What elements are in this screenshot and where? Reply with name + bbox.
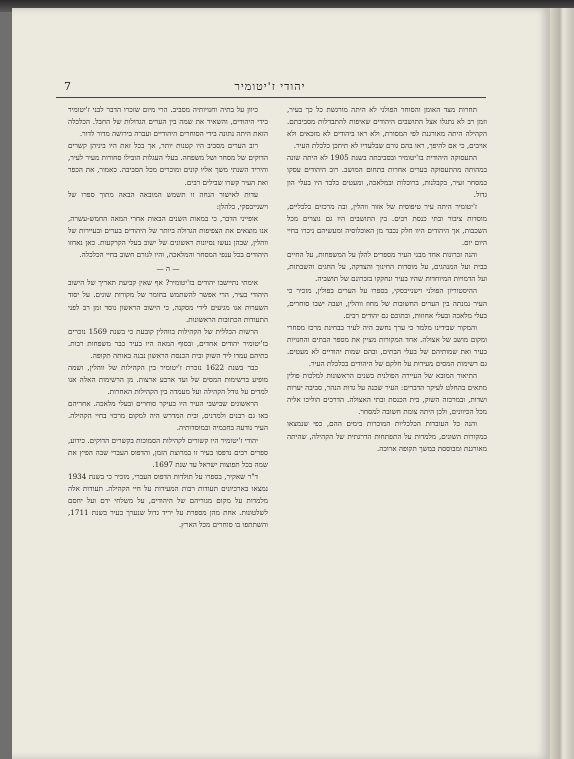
paragraph: התעסוקה היהודית בז'יטומיר ובסביבתה בשנת 1905 לא היתה שונה במהותה מהתעסוקה בערים אחרות בתחום המושב. רוב היהודים עסקו במסחר זעיר, בקבלנות, ברוכלות ובמלאכה, ומעטים בלבד היו בעלי הון גדול. [287, 153, 487, 199]
running-title: יהודי ז'יטומיר [234, 80, 306, 93]
paragraph: התיאור המובא של העיירה הפולנית בשנים הראשונות למלכות פולין מתאים בהחלט לעיקר הדברים: העיר שכנה על גדות הנהר, סביבה יערות ושדות, ובמרכזה השוק, בית הכנסת ובתי האצולה. הדרכים הוליכו אליה מכל הכיוונים, ולכן היתה צומת חשובה למסחר. [287, 371, 487, 417]
paragraph: הרשות הכללית של הקהילות בווהלין קובעת כי בשנת 1569 נזכרים בז'יטומיר יהודים אחדים, ובסוף המאה היו בעיר כבר משפחות רבות. בתיהם עמדו ליד השוק ובית הכנסת הראשון נבנה באותה תקופה. [68, 326, 268, 360]
section-mark: — ה — [156, 264, 180, 274]
paragraph: כבר בשנת 1622 נזכרת ז'יטומיר בין הקהילות של ווהלין, ושמה מופיע ברשימות המסים של ועד ארבע ארצות. מן הרשימות האלה אנו למדים על גודל הקהילה ועל מעמדה בין הקהילות האחרות. [68, 362, 268, 397]
paragraph: אימתי נתיישבו יהודים בז'יטומיר? אף שאין קביעת תאריך של הישוב היהודי בעיר, הרי אפשר להשתמש בחומר של מקורות שונים. על יסוד השערות אנו מגיעים לידי מסקנה, כי הישוב הראשון נוסד זמן רב לפני התעודות הכתובות הראשונות. [68, 278, 268, 324]
paragraph: והנה זכרונות אחד מבני העיר מספרים להלן על המשפחות, על החיים בבית ועל המנהגים, על מוסדות החינוך והצדקה, על החגים והשבתות, ועל הדמויות המיוחדות שהיו בעיר ונחקקו בזכרונם של תושביה. [287, 250, 487, 284]
page-edge [550, 8, 574, 759]
page-number: 7 [64, 80, 71, 93]
paragraph: הראשונים שבישבי העיר היו בעיקר סוחרים ובעלי מלאכה. אחריהם באו גם רבנים ולמדנים, ובית המדרש היה למקום מרכזי בחיי הקהילה. העיר נודעה בחכמיה ובמוסדותיה. [68, 399, 268, 433]
paragraph: עדות לאישור הנחה זו תשמש המובאה הבאה מתוך ספרו של וישנייבסקי, כלהלן: [68, 189, 268, 211]
paragraph: ההיסטוריון הפולני וישנייבסקי, בספרו על הערים בפולין, מזכיר כי העיר נמנתה בין הערים החשובות של מחוז ווהלין, ושבה ישבו סוחרים, בעלי מלאכה ובעלי אחוזות, ובתוכם גם יהודים רבים. [287, 286, 487, 320]
quotation: אופייני הדבר, כי במאות השנים הבאות אחרי המאה החמש-עשרה, אנו מוצאים את הצפיפות הגדולה ביותר של היהודים בערים ובעיירות של ווהלין, שבהן נעשו נסיונות ראשונים של ישוב בעלי הקרקעות. כאן נאחזו היהודים בכל ענפי המסחר והמלאכה, והיו לגורם חשוב בחיי הכלכלה. [68, 213, 268, 260]
paragraph: והמקור שבידינו מלמד כי ערך נחשב היה לעיר בבחינת מרכז מסחרי ומקום מושב של אצולה. אחד המקורות מציין את מספר הבתים והחנויות בעיר ואת שמותיהם של בעלי הבתים, ובהם שמות יהודיים לא מעטים. גם רשימות המסים מעידות על חלקם של היהודים בכלכלת העיר. [287, 322, 487, 368]
paragraph: תחרות מצד האומן והסוחר הפולני לא היתה מורגשת כל כך בעיר, וזמן רב לא נתגלו אצל התושבים היהודים שאיפות להתבדלות מסביבתם. הקהילה היתה מאורגנת לפי המסורת, ולא ראו ביהודים לא מזכאים ולא אויבים, כי אם להיפך, ראו בהם גורם שבלעדיו לא תיתכן כלכלת העיר. [287, 105, 487, 151]
paragraph: והנה כל העובדות הכלכליות המוכרות בימים ההם, כפי שנמצאו במקורות השונים, מלמדות על התפתחות הדרגתית של הקהילה, שהיתה מאורגנת ומבוססת במשך תקופה ארוכה. [287, 419, 487, 453]
left-text-column [68, 104, 268, 704]
right-text-column [287, 104, 487, 704]
paragraph: כיוון על בתיה וחנויותיה מסביב. הרי מיום שזכרו הדבר לבני ז'יטומיר בידי היהודים, והשאיר את שמה בין הערים הגדולות של החבל. הכלכלה הזאת היתה נתונה בידי הסוחרים היהודיים ועברה בירושה מדור לדור. [68, 105, 268, 139]
header-rule [56, 97, 486, 98]
paragraph: ד"ר שאקיר, בספרו על תולדות הדפוס העברי, מזכיר כי בשנת 1934 נמצאו בארכיונים תעודות רבות המעידות על חיי הקהילה. תעודות אלה מלמדות על מקום מגוריהם של היהודים, על משלחי ידם ועל יחסם לשלטונות. אחת מהן מספרת על יריד גדול שנערך בעיר בשנת 1711, והשתתפו בו סוחרים מכל הארץ. [68, 471, 268, 530]
paragraph: ז'יטומיר היתה עיר טיפוסית של אזור ווהלין, ובה מרכזים כלכליים, מוסדות ציבור ובתי כנסת רבים. בין התושבים היו גם נוצרים מכל השכבות, אך היהודים היוו חלק נכבד מן האוכלוסיה ומעשיהם ניכרו בחיי היום יום. [287, 201, 487, 248]
paragraph: יהודי ז'יטומיר היו קשורים לקהילות הסמוכות בקשרים הדוקים. כידוע, ספרים רבים נדפסו בעיר זו במרוצת הזמן, והדפוס העברי שבה הפיץ את שמה בכל תפוצות ישראל עד שנת 1697. [68, 435, 268, 469]
running-header [60, 80, 480, 98]
paragraph: רוב הערים מסביב היו קטנות יותר, אך בכל זאת היו ביניהן קשרים הדוקים של מסחר ושל משפחה. בעלי העגלות הובילו סחורות מעיר לעיר, והיריד השנתי משך אליו קונים ומוכרים מכל הסביבה. כאמור, את הכפר ואת העיר קשרו שבילים רבים. [68, 141, 268, 187]
